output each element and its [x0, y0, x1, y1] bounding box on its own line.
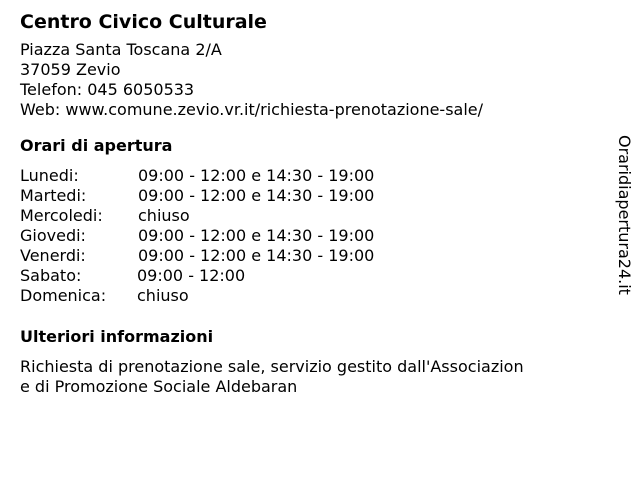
place-name: Centro Civico Culturale [20, 11, 267, 33]
day-label: Giovedi: [20, 226, 86, 245]
hours-row-saturday [20, 266, 580, 286]
day-hours: chiuso [137, 286, 189, 305]
brand-watermark: Oraridiapertura24.it [615, 135, 634, 295]
day-label: Sabato: [20, 266, 82, 285]
hours-row-friday [20, 246, 580, 266]
hours-row-wednesday [20, 206, 580, 226]
day-label: Lunedi: [20, 166, 79, 185]
more-info-heading: Ulteriori informazioni [20, 327, 214, 346]
more-info-line: e di Promozione Sociale Aldebaran [20, 377, 298, 396]
hours-row-tuesday [20, 186, 580, 206]
phone-number: Telefon: 045 6050533 [20, 80, 195, 99]
spacer [20, 120, 580, 136]
opening-hours-table [20, 166, 580, 306]
website-link[interactable]: Web: www.comune.zevio.vr.it/richiesta-prenotazione-sale/ [20, 100, 484, 119]
day-hours: chiuso [138, 206, 190, 225]
day-hours: 09:00 - 12:00 e 14:30 - 19:00 [138, 226, 375, 245]
address-city: 37059 Zevio [20, 60, 121, 79]
day-label: Venerdi: [20, 246, 86, 265]
day-hours: 09:00 - 12:00 e 14:30 - 19:00 [138, 166, 375, 185]
day-label: Martedi: [20, 186, 87, 205]
spacer [20, 306, 580, 327]
day-hours: 09:00 - 12:00 e 14:30 - 19:00 [138, 246, 375, 265]
more-info-line: Richiesta di prenotazione sale, servizio gestito dall'Associazion [20, 357, 524, 376]
day-label: Domenica: [20, 286, 107, 305]
address-block [20, 40, 580, 120]
more-info-text [20, 357, 580, 397]
opening-hours-heading: Orari di apertura [20, 136, 173, 155]
hours-row-monday [20, 166, 580, 186]
hours-row-thursday [20, 226, 580, 246]
day-hours: 09:00 - 12:00 e 14:30 - 19:00 [138, 186, 375, 205]
place-card [20, 8, 580, 397]
address-street: Piazza Santa Toscana 2/A [20, 40, 222, 59]
day-hours: 09:00 - 12:00 [137, 266, 246, 285]
day-label: Mercoledi: [20, 206, 103, 225]
hours-row-sunday [20, 286, 580, 306]
